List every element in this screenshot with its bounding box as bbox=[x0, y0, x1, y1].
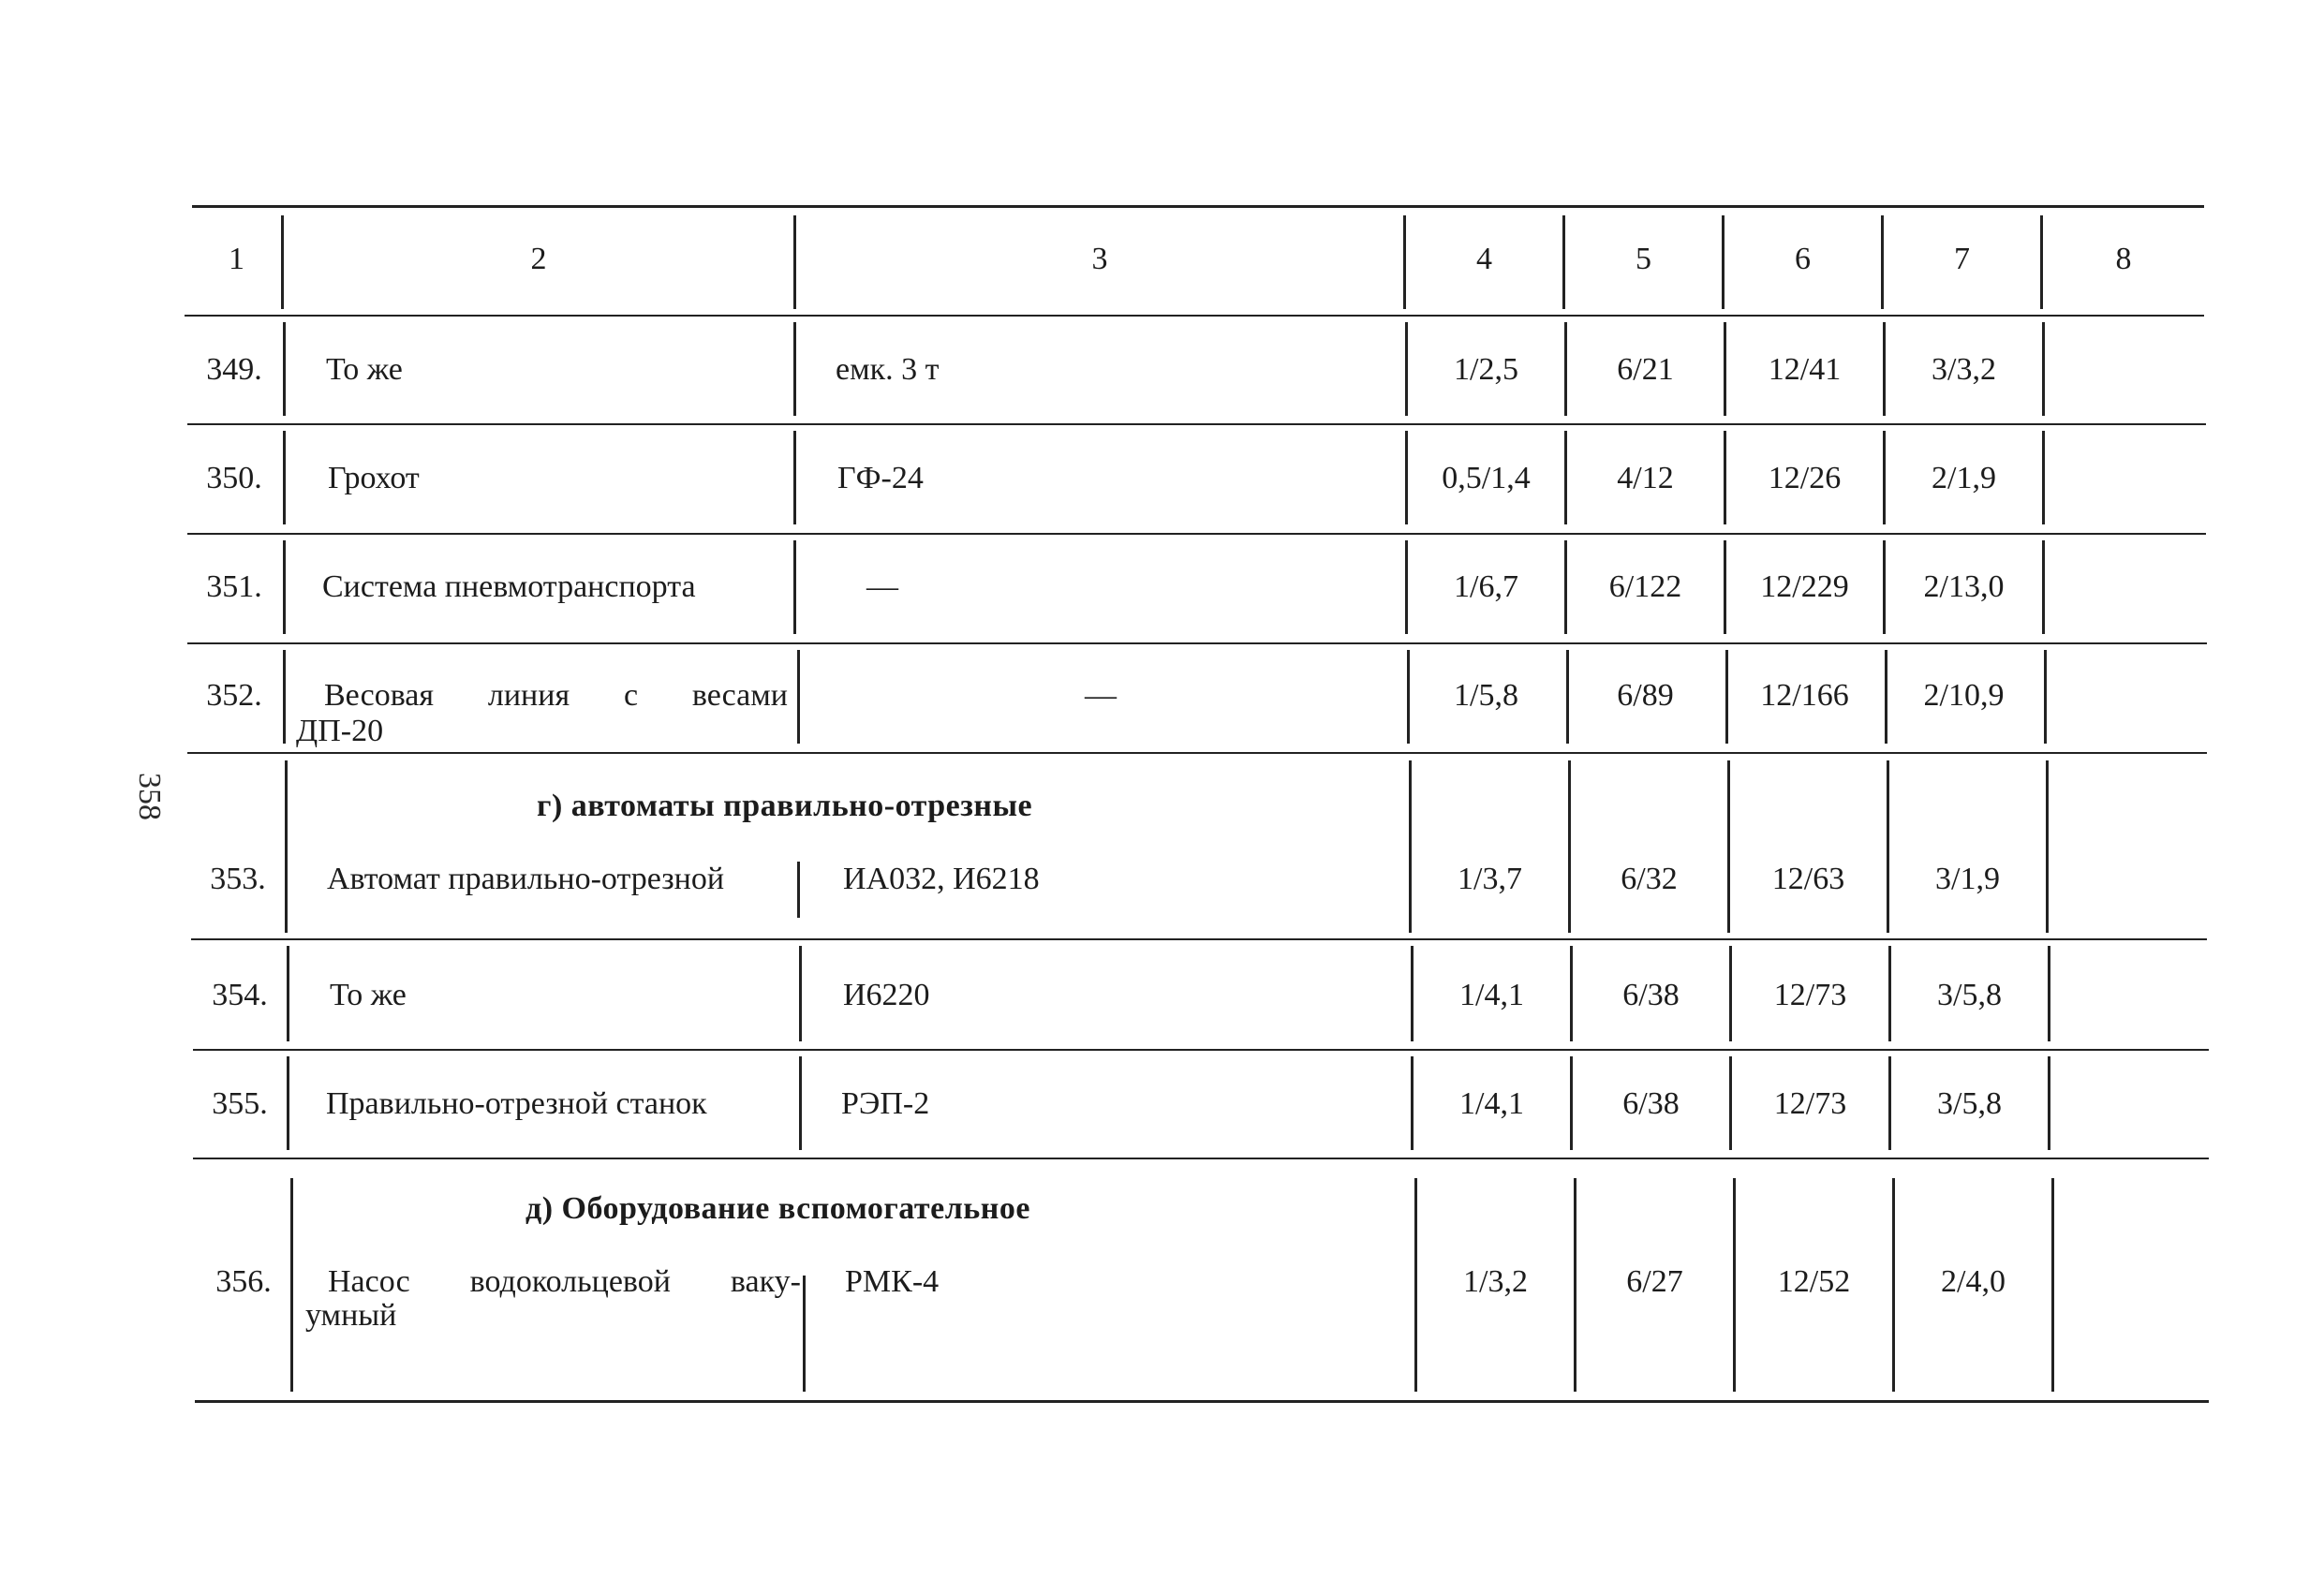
row-number: 354. bbox=[212, 978, 268, 1012]
col-divider bbox=[283, 650, 286, 744]
col-divider bbox=[283, 322, 286, 416]
row-col-4: 1/5,8 bbox=[1454, 678, 1518, 713]
row-col-7: 3/5,8 bbox=[1937, 1086, 2002, 1121]
row-rule bbox=[187, 533, 2206, 535]
row-number: 352. bbox=[206, 678, 262, 713]
row-col-7: 2/1,9 bbox=[1932, 461, 1996, 495]
header-col-4: 4 bbox=[1476, 242, 1492, 276]
row-col-5: 6/21 bbox=[1617, 352, 1674, 387]
row-rule bbox=[193, 1049, 2209, 1051]
row-col-6: 12/73 bbox=[1773, 978, 1847, 1012]
row-col-5: 6/27 bbox=[1626, 1264, 1683, 1299]
row-col-4: 1/4,1 bbox=[1459, 978, 1524, 1012]
col-divider bbox=[799, 1056, 802, 1150]
row-col-5: 6/38 bbox=[1622, 1086, 1680, 1121]
row-col-7: 2/10,9 bbox=[1923, 678, 2005, 713]
row-col-4: 0,5/1,4 bbox=[1442, 461, 1531, 495]
row-type: И6220 bbox=[843, 978, 930, 1012]
row-number: 349. bbox=[206, 352, 262, 387]
col-divider bbox=[793, 322, 796, 416]
row-name: Система пневмотранспорта bbox=[322, 569, 696, 604]
section-heading: г) автоматы правильно-отрезные bbox=[537, 789, 1033, 823]
row-col-7: 3/1,9 bbox=[1935, 862, 2000, 896]
row-rule bbox=[187, 423, 2206, 425]
row-number: 350. bbox=[206, 461, 262, 495]
col-divider bbox=[287, 1056, 289, 1150]
col-divider bbox=[287, 946, 289, 1041]
col-divider bbox=[283, 540, 286, 634]
row-col-4: 1/3,2 bbox=[1463, 1264, 1528, 1299]
col-divider bbox=[2042, 322, 2045, 416]
row-col-6: 12/41 bbox=[1768, 352, 1842, 387]
header-col-7: 7 bbox=[1954, 242, 1970, 276]
row-number: 353. bbox=[210, 862, 266, 896]
row-col-4: 1/4,1 bbox=[1459, 1086, 1524, 1121]
row-col-7: 3/5,8 bbox=[1937, 978, 2002, 1012]
col-divider bbox=[285, 760, 288, 933]
row-col-6: 12/26 bbox=[1768, 461, 1842, 495]
row-col-6: 12/52 bbox=[1777, 1264, 1851, 1299]
page-number: 358 bbox=[132, 773, 167, 820]
col-divider bbox=[2042, 540, 2045, 634]
row-name: То же bbox=[326, 352, 403, 387]
row-name: То же bbox=[330, 978, 407, 1012]
col-divider bbox=[2051, 1178, 2054, 1392]
col-divider bbox=[793, 431, 796, 524]
col-divider bbox=[799, 946, 802, 1041]
col-divider bbox=[2048, 1056, 2050, 1150]
row-name: Грохот bbox=[328, 461, 420, 495]
col-divider bbox=[2046, 760, 2049, 933]
row-col-4: 1/3,7 bbox=[1458, 862, 1522, 896]
row-col-6: 12/229 bbox=[1760, 569, 1849, 604]
col-divider bbox=[797, 862, 800, 918]
header-col-1: 1 bbox=[229, 242, 244, 276]
row-rule bbox=[191, 938, 2207, 940]
row-col-6: 12/63 bbox=[1771, 862, 1845, 896]
row-name-line-1: Весовая линия с весами bbox=[324, 678, 788, 713]
row-type: РЭП-2 bbox=[841, 1086, 930, 1121]
row-rule bbox=[193, 1158, 2209, 1159]
row-rule bbox=[187, 752, 2207, 754]
row-col-6: 12/166 bbox=[1760, 678, 1849, 713]
row-col-6: 12/73 bbox=[1773, 1086, 1847, 1121]
col-divider bbox=[2044, 650, 2047, 744]
col-divider bbox=[1887, 760, 1889, 933]
row-rule bbox=[187, 642, 2207, 644]
row-name-line-1: Насос водокольцевой ваку- bbox=[328, 1264, 801, 1299]
col-divider bbox=[1727, 760, 1730, 933]
row-col-4: 1/6,7 bbox=[1454, 569, 1518, 604]
row-type: емк. 3 т bbox=[836, 352, 940, 387]
header-col-8: 8 bbox=[2115, 242, 2132, 276]
table-top-rule bbox=[192, 205, 2204, 208]
row-name: Правильно-отрезной станок bbox=[326, 1086, 707, 1121]
row-type: — bbox=[1085, 678, 1117, 713]
row-col-4: 1/2,5 bbox=[1454, 352, 1518, 387]
row-type: ИА032, И6218 bbox=[843, 862, 1040, 896]
col-divider bbox=[2042, 431, 2045, 524]
row-col-5: 4/12 bbox=[1617, 461, 1674, 495]
row-name-line-2: умный bbox=[305, 1298, 397, 1333]
row-type: — bbox=[866, 569, 898, 604]
row-col-5: 6/38 bbox=[1622, 978, 1680, 1012]
row-number: 356. bbox=[215, 1264, 272, 1299]
row-col-5: 6/32 bbox=[1621, 862, 1678, 896]
row-name-line-2: ДП-20 bbox=[296, 714, 384, 748]
col-divider bbox=[803, 1276, 806, 1392]
row-col-7: 3/3,2 bbox=[1932, 352, 1996, 387]
row-number: 355. bbox=[212, 1086, 268, 1121]
col-divider bbox=[290, 1178, 293, 1392]
col-divider bbox=[1409, 760, 1412, 933]
row-col-7: 2/13,0 bbox=[1923, 569, 2005, 604]
col-divider bbox=[283, 431, 286, 524]
row-col-5: 6/89 bbox=[1617, 678, 1674, 713]
row-col-5: 6/122 bbox=[1608, 569, 1682, 604]
row-name: Автомат правильно-отрезной bbox=[327, 862, 725, 896]
row-type: РМК-4 bbox=[845, 1264, 940, 1299]
row-number: 351. bbox=[206, 569, 262, 604]
header-bottom-rule bbox=[185, 315, 2204, 317]
section-heading: д) Оборудование вспомогательное bbox=[525, 1191, 1030, 1226]
col-divider bbox=[1568, 760, 1571, 933]
header-col-2: 2 bbox=[530, 242, 547, 276]
row-col-7: 2/4,0 bbox=[1941, 1264, 2006, 1299]
table-bottom-rule bbox=[195, 1400, 2209, 1403]
header-col-6: 6 bbox=[1795, 242, 1811, 276]
col-divider bbox=[2048, 946, 2050, 1041]
row-type: ГФ-24 bbox=[837, 461, 924, 495]
col-divider bbox=[793, 540, 796, 634]
header-col-5: 5 bbox=[1636, 242, 1651, 276]
header-col-3: 3 bbox=[1091, 242, 1108, 276]
